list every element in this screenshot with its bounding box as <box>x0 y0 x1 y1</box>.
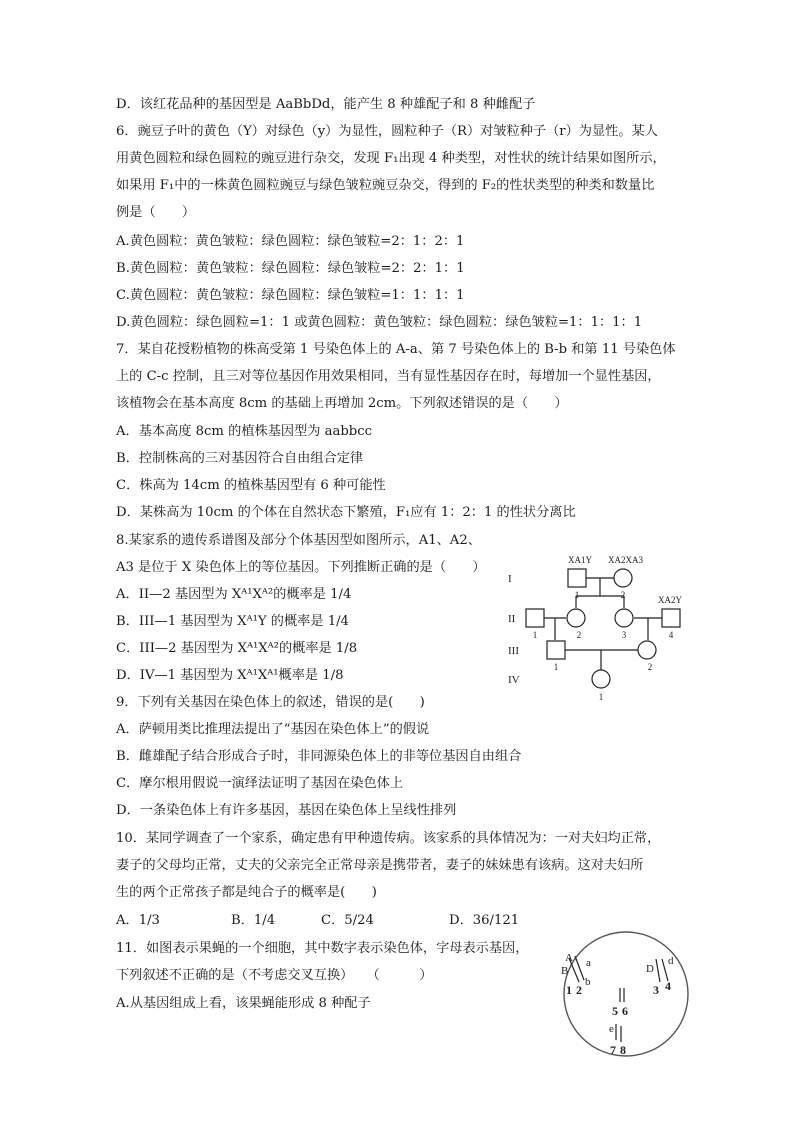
chromosome-number: 3 <box>653 983 659 997</box>
chromosome-number: 4 <box>665 979 671 993</box>
generation-label-IV: IV <box>508 674 520 686</box>
gene-label: b <box>585 976 591 988</box>
text-line: A3 是位于 X 染色体上的等位基因。下列推断正确的是（ ） <box>116 560 486 575</box>
genotype-label: XA2XA3 <box>608 555 643 565</box>
text-line: 该植物会在基本高度 8cm 的基础上再增加 2cm。下列叙述错误的是（ ） <box>116 396 568 411</box>
individual-II-4 <box>662 609 680 627</box>
question-8-stem: 8.某家系的遗传系谱图及部分个体基因型如图所示，A1、A2、 <box>116 533 481 548</box>
chromosome-number: 8 <box>620 1043 626 1057</box>
question-9-stem: 9．下列有关基因在染色体上的叙述，错误的是( ) <box>116 695 425 710</box>
gene-label: A <box>565 952 573 964</box>
question-7-stem: 7．某自花授粉植物的株高受第 1 号染色体上的 A-a、第 7 号染色体上的 B-b 和第 11 号染色体 <box>116 342 676 357</box>
gene-label: D <box>646 963 654 975</box>
option-a: A．萨顿用类比推理法提出了“基因在染色体上”的假说 <box>116 722 430 737</box>
individual-II-3 <box>615 609 633 627</box>
option-c: C．5/24 <box>321 913 374 928</box>
generation-label-III: III <box>508 645 519 657</box>
option-a: A．II—2 基因型为 Xᴬ¹Xᴬ²的概率是 1/4 <box>116 587 352 602</box>
gene-label: d <box>668 955 674 967</box>
individual-number: 1 <box>553 662 559 672</box>
chromosome-number: 1 <box>566 983 572 997</box>
gene-label: B <box>561 965 569 977</box>
individual-II-2 <box>567 609 585 627</box>
option-c: C．摩尔根用假说一演绎法证明了基因在染色体上 <box>116 776 404 791</box>
chromosome <box>656 959 660 982</box>
genotype-label: XA2Y <box>658 595 682 605</box>
chromosome-number: 5 <box>612 1004 618 1018</box>
option-c: C.黄色圆粒：黄色皱粒：绿色圆粒：绿色皱粒=1：1：1：1 <box>116 288 465 303</box>
question-6-stem: 6．豌豆子叶的黄色（Y）对绿色（y）为显性，圆粒种子（R）对皱粒种子（r）为显性。某人 <box>116 124 658 139</box>
individual-number: 3 <box>621 630 627 640</box>
question-10-stem: 10．某同学调查了一个家系，确定患有甲种遗传病。该家系的具体情况为：一对夫妇均正常， <box>116 831 661 846</box>
individual-III-1 <box>547 641 565 659</box>
text-line: 下列叙述不正确的是（不考虑交叉互换） （ ） <box>116 968 433 983</box>
text-line: 妻子的父母均正常，丈夫的父亲完全正常母亲是携带者，妻子的妹妹患有该病。这对夫妇所 <box>116 858 644 873</box>
individual-I-1 <box>568 569 586 587</box>
text-line: 用黄色圆粒和绿色圆粒的豌豆进行杂交，发现 F₁出现 4 种类型，对性状的统计结果如图所示， <box>116 151 666 166</box>
option-d: D．IV—1 基因型为 Xᴬ¹Xᴬ¹概率是 1/8 <box>116 668 344 683</box>
chromosome-number: 6 <box>622 1004 628 1018</box>
individual-number: 1 <box>598 692 604 702</box>
option-b: B.黄色圆粒：黄色皱粒：绿色圆粒：绿色皱粒=2：2：1：1 <box>116 261 465 276</box>
question-11-stem: 11．如图表示果蝇的一个细胞，其中数字表示染色体，字母表示基因， <box>116 941 529 956</box>
individual-III-2 <box>638 641 656 659</box>
individual-I-2 <box>614 569 632 587</box>
gene-label: e <box>609 1023 614 1035</box>
chromosome-number: 7 <box>610 1043 616 1057</box>
individual-number: 1 <box>532 630 538 640</box>
option-a: A.从基因组成上看，该果蝇能形成 8 种配子 <box>116 996 371 1011</box>
option-d: D．一条染色体上有许多基因，基因在染色体上呈线性排列 <box>116 803 457 818</box>
text-line: 生的两个正常孩子都是纯合子的概率是( ) <box>116 885 377 900</box>
option-a: A．基本高度 8cm 的植株基因型为 aabbcc <box>116 424 373 439</box>
option-c: C．株高为 14cm 的植株基因型有 6 种可能性 <box>116 478 386 493</box>
option-d: D．36/121 <box>449 913 520 928</box>
individual-number: 4 <box>668 630 674 640</box>
text-line: 例是（ ） <box>116 205 196 220</box>
gene-label: a <box>586 957 591 969</box>
cell-diagram <box>552 928 700 1060</box>
individual-number: 1 <box>574 590 580 600</box>
individual-II-1 <box>526 609 544 627</box>
generation-label-I: I <box>508 573 512 585</box>
option-d: D．某株高为 10cm 的个体在自然状态下繁殖，F₁应有 1：2：1 的性状分离比 <box>116 505 576 520</box>
text-line: 上的 C-c 控制，且三对等位基因作用效果相同，当有显性基因存在时，每增加一个显性基因， <box>116 369 661 384</box>
cell-membrane <box>564 932 688 1056</box>
option-b: B．控制株高的三对基因符合自由组合定律 <box>116 451 364 466</box>
pedigree-chart <box>500 540 700 710</box>
individual-IV-1 <box>592 670 610 688</box>
option-d: D.黄色圆粒：绿色圆粒=1：1 或黄色圆粒：黄色皱粒：绿色圆粒：绿色皱粒=1：1：1：1 <box>116 315 643 330</box>
chromosome-number: 2 <box>576 983 582 997</box>
option-b: B．雌雄配子结合形成合子时，非同源染色体上的非等位基因自由组合 <box>116 749 522 764</box>
generation-label-II: II <box>508 613 516 625</box>
individual-number: 2 <box>576 630 582 640</box>
genotype-label: XA1Y <box>568 555 592 565</box>
option-a: A．1/3 <box>116 913 160 928</box>
option-b: B．III—1 基因型为 Xᴬ¹Y 的概率是 1/4 <box>116 614 349 629</box>
text-line: 如果用 F₁中的一株黄色圆粒豌豆与绿色皱粒豌豆杂交，得到的 F₂的性状类型的种类和数量比 <box>116 178 655 193</box>
individual-number: 2 <box>647 662 653 672</box>
text-line: D．该红花品种的基因型是 AaBbDd，能产生 8 种雄配子和 8 种雌配子 <box>116 97 536 112</box>
option-a: A.黄色圆粒：黄色皱粒：绿色圆粒：绿色皱粒=2：1：2：1 <box>116 234 465 249</box>
individual-number: 2 <box>620 590 626 600</box>
option-c: C．III—2 基因型为 Xᴬ¹Xᴬ²的概率是 1/8 <box>116 641 358 656</box>
option-b: B．1/4 <box>231 913 276 928</box>
